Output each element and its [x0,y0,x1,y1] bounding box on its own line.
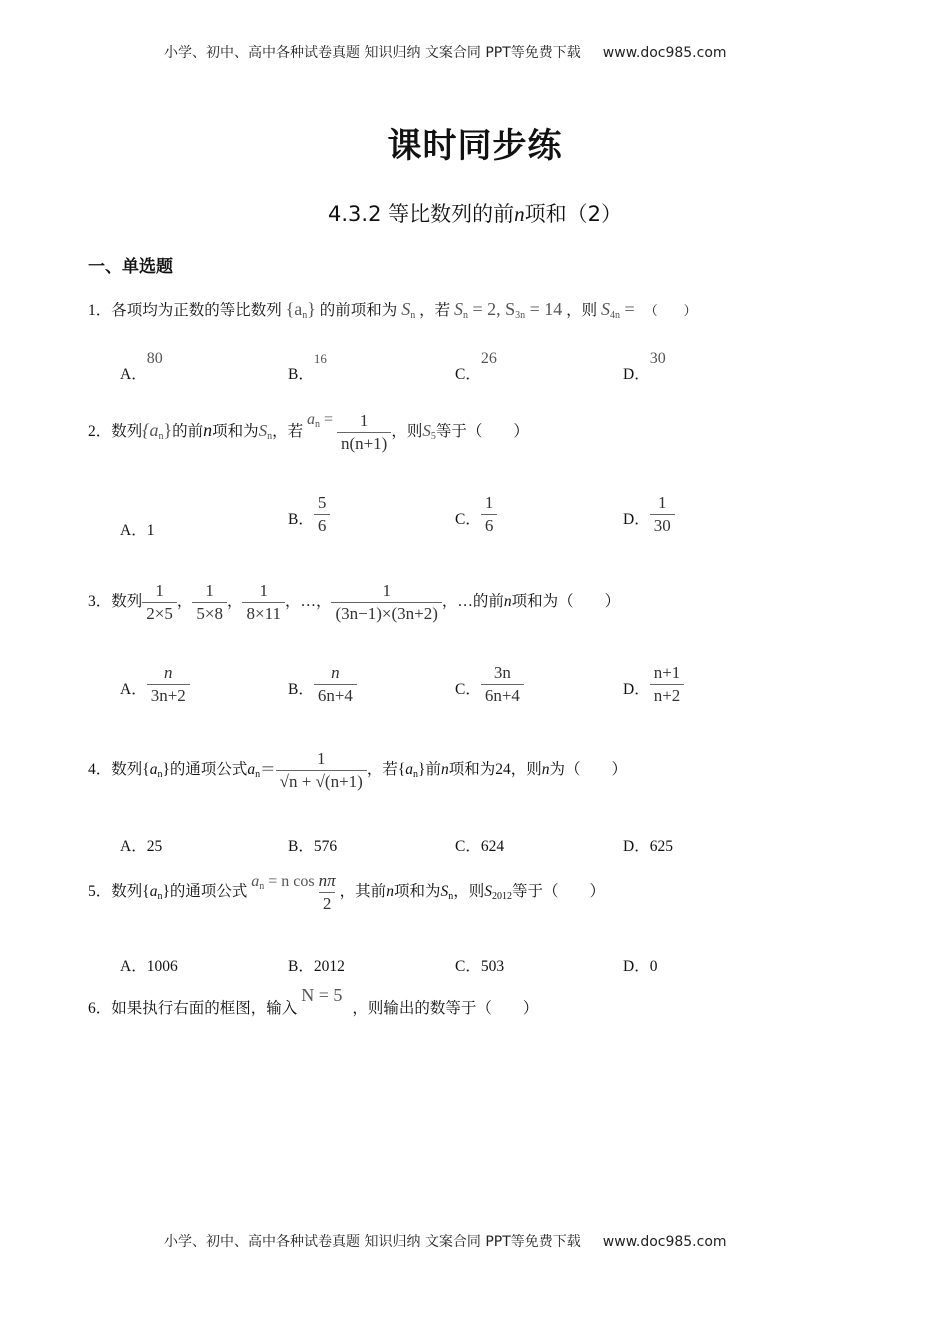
q2-option-d[interactable]: D． $\frac{1}{30}$ [623,492,675,537]
q6-text: 6．如果执行右面的框图，输入 [88,1000,298,1017]
q4-text: }前 [418,761,441,779]
q5-option-a[interactable]: A．1006 [120,958,178,975]
q2-sum: $S_n$ [258,421,273,443]
q1-condition: $S_n = 2$, $S_{3n} = 14$ [453,299,563,321]
question-1 [88,298,697,321]
q6-text: ，则输出的数等于（ ） [352,1000,539,1017]
q2-sequence: $\{a_n\}$ [142,420,173,443]
q1-text: 的前项和为 [319,302,398,319]
q2-option-c[interactable]: C． $\frac{1}{6}$ [455,492,497,537]
question-3: 3．数列 $\frac{1}{2\times 5}$ ， $\frac{1}{5\times 8}$ ， $\frac{1}{8\times 11}$ ，…， $\frac{1}{(3n-1)\times(3n+2)}$ ，…的前n项和为（ ） [88,581,621,623]
q4-text: }的通项公式 [162,761,248,779]
q2-text: 项和为 [212,423,259,441]
q2-text: 的前 [172,423,204,441]
q4-option-c[interactable]: C．624 [455,838,505,855]
q1-sum: $S_n$ [401,299,416,321]
q3-text: 3．数列 [88,593,143,611]
q3-term-1: $\frac{1}{2\times 5}$ [142,580,177,625]
q5-options [120,954,820,978]
q5-text: 5．数列{ [88,883,150,901]
q3-term-2: $\frac{1}{5\times 8}$ [192,580,227,625]
question-5: 5．数列$\{a_n\}$的通项公式 $a_n = n$ cos $\frac{n\pi}{2}$ ，其前n项和为$S_n$，则$S_{2012}$等于（ ） [88,871,605,913]
q6-input-value: N = 5 [301,985,343,1005]
q3-term-3: $\frac{1}{8\times 11}$ [242,580,284,625]
q1-options [120,346,820,386]
q4-options [120,834,820,858]
q5-formula-fraction: $\frac{n\pi}{2}$ [318,871,336,913]
footer-url[interactable]: www.doc985.com [602,1234,727,1250]
page-title: 课时同步练 [387,126,563,166]
q1-option-b[interactable]: B．16 [288,351,327,383]
q1-option-d[interactable]: D．30 [623,350,666,383]
subtitle-suffix: 项和（2） [524,202,622,226]
q5-option-b[interactable]: B．2012 [288,958,345,975]
q2-s5: $S_5$ [422,421,436,443]
subtitle-var: n [514,202,525,226]
q5-option-c[interactable]: C．503 [455,958,505,975]
q3-ellipsis: …， [300,593,332,611]
footer-text: 小学、初中、高中各种试卷真题 知识归纳 文案合同 PPT等免费下载 [164,1234,581,1250]
q5-text: ，其前 [339,883,387,901]
q1-answer-paren: （ ） [644,303,697,318]
q3-option-b[interactable]: B． $\frac{n}{6n+4}$ [288,662,357,707]
q5-text: ，则 [453,883,485,901]
q1-text: ，若 [419,302,451,319]
q2-options [120,492,820,540]
q2-formula-fraction: $\frac{1}{n(n+1)}$ [337,410,391,455]
q4-text: 项和为24，则 [448,761,542,779]
question-4: 4．数列$\{a_n\}$的通项公式$a_n=$ $\frac{1}{√n + √(n+1)}$ ，若$\{a_n\}$前n项和为24，则n为（ ） [88,749,628,791]
q2-text: ，则 [391,423,423,441]
header-url[interactable]: www.doc985.com [602,45,727,61]
q1-option-c[interactable]: C．26 [455,350,497,383]
section-heading: 一、单选题 [88,257,173,277]
q3-option-d[interactable]: D． $\frac{n+1}{n+2}$ [623,662,684,707]
q2-an: $a_n$ = [307,411,334,431]
q1-ask: $S_{4n}$ = [601,299,635,321]
q4-formula-fraction: $\frac{1}{√n + √(n+1)}$ [276,748,367,793]
q4-text: 为（ ） [549,761,628,779]
q2-option-a[interactable]: A．1 [120,522,155,539]
q3-options [120,662,820,710]
q5-text: 等于（ ） [511,883,605,901]
q5-text: 项和为 [393,883,441,901]
page-header [164,42,727,62]
question-6 [88,985,539,1018]
q3-text: ，…的前 [441,593,504,611]
q2-text: 2．数列 [88,423,143,441]
q2-option-b[interactable]: B． $\frac{5}{6}$ [288,492,330,537]
q5-text: }的通项公式 [162,883,248,901]
page-subtitle [0,198,950,228]
q3-option-a[interactable]: A． $\frac{n}{3n+2}$ [120,662,190,707]
q1-option-a[interactable]: A．80 [120,350,163,383]
question-2 [88,410,529,455]
q1-text: 1．各项均为正数的等比数列 [88,302,282,319]
q4-option-b[interactable]: B．576 [288,838,338,855]
header-text: 小学、初中、高中各种试卷真题 知识归纳 文案合同 PPT等免费下载 [164,45,581,61]
q4-option-d[interactable]: D．625 [623,838,673,855]
q2-n: n [203,420,213,441]
q3-option-c[interactable]: C． $\frac{3n}{6n+4}$ [455,662,524,707]
q4-text: ，若{ [366,761,406,779]
q1-text: ，则 [566,302,598,319]
q3-text: 项和为（ ） [511,593,621,611]
page-footer [164,1231,727,1251]
q1-sequence: $\{a_n\}$ [285,299,316,321]
q3-n: n [503,593,512,611]
q4-text: 4．数列{ [88,761,150,779]
q2-text: ，若 [272,423,304,441]
q5-option-d[interactable]: D．0 [623,958,658,975]
q2-text: 等于（ ） [435,423,529,441]
subtitle-prefix: 4.3.2 等比数列的前 [328,202,515,226]
q5-an: $a_n = n$ cos [251,873,315,893]
q4-option-a[interactable]: A．25 [120,838,163,855]
q3-term-general: $\frac{1}{(3n-1)\times(3n+2)}$ [331,580,441,625]
